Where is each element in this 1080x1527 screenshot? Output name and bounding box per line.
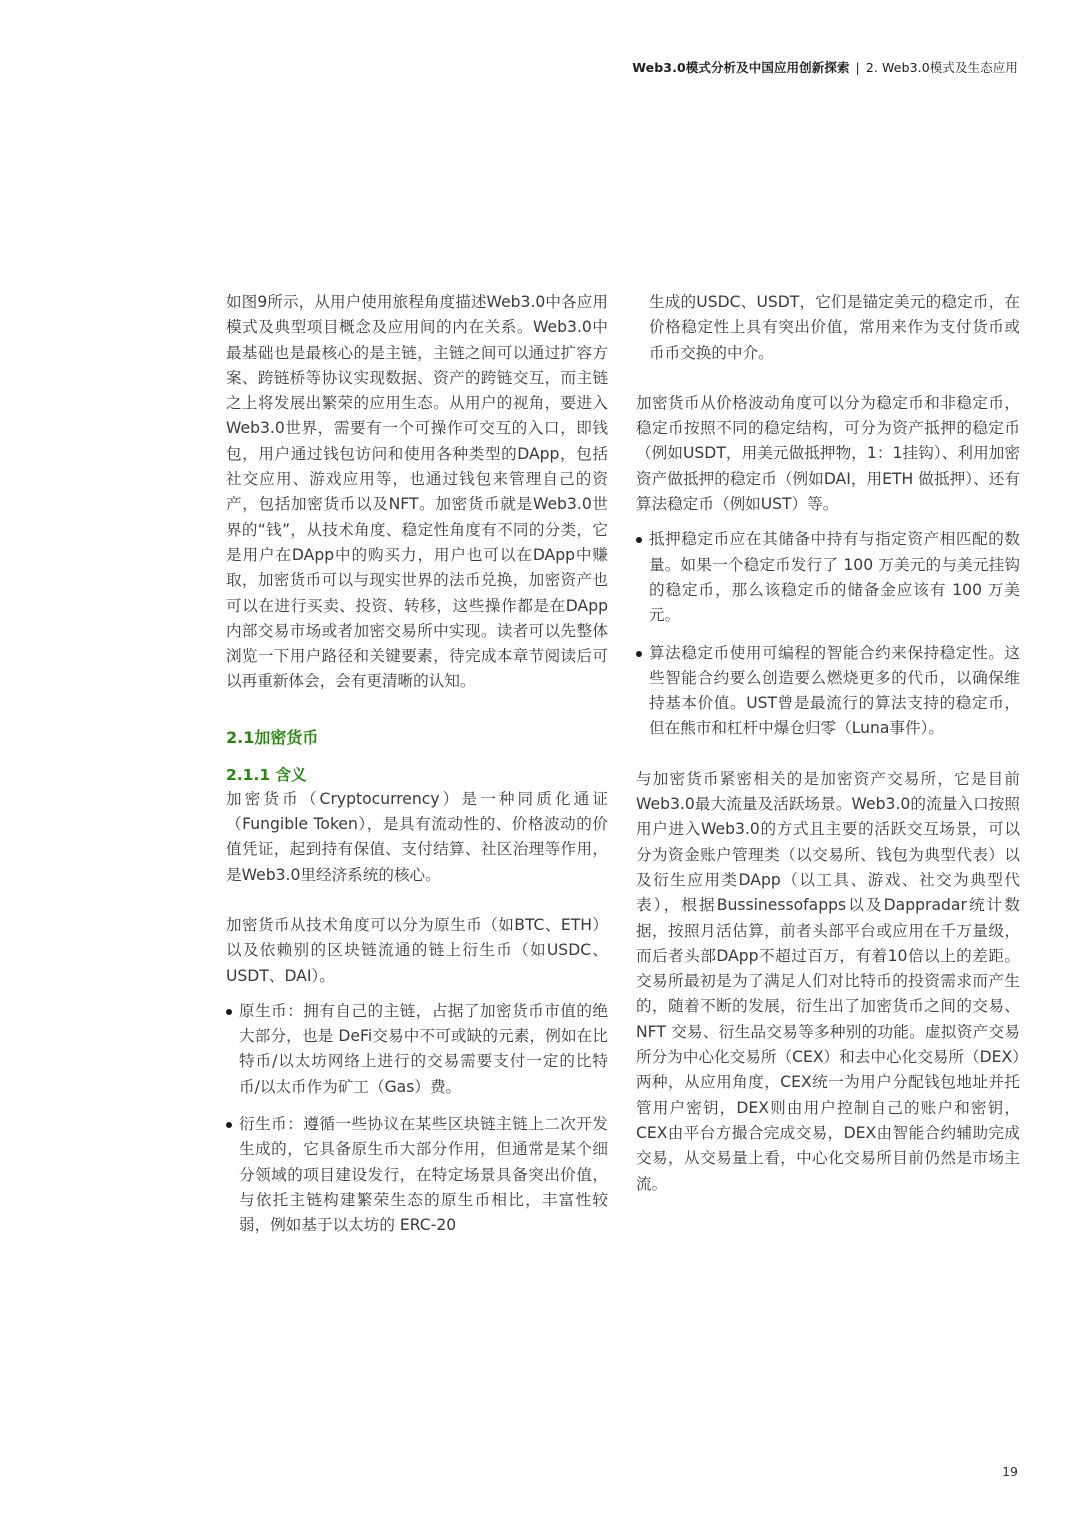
list-item <box>636 527 1020 628</box>
list-item <box>226 1112 608 1238</box>
list-item <box>226 999 608 1100</box>
section-title: 2. Web3.0模式及生态应用 <box>865 60 1018 75</box>
list-item <box>636 641 1020 742</box>
definition-paragraph: 加密货币（Cryptocurrency）是一种同质化通证（Fungible Token），是具有流动性的、价格波动的价值凭证，起到持有保值、支付结算、社区治理等作用，是Web3.0里经济系统的核心。 <box>226 789 608 884</box>
bullet-list <box>226 999 608 1239</box>
intro-paragraph: 如图9所示，从用户使用旅程角度描述Web3.0中各应用模式及典型项目概念及应用间的内在关系。Web3.0中最基础也是最核心的是主链，主链之间可以通过扩容方案、跨链桥等协议实现数据、资产的跨链交互，而主链之上将发展出繁荣的应用生态。从用户的视角，要进入Web3.0世界，需要有一个可操作可交互的入口，即钱包，用户通过钱包访问和使用各种类型的DApp，包括社交应用、游戏应用等，也通过钱包来管理自己的资产，包括加密货币以及NFT。加密货币就是Web3.0世界的“钱”，从技术角度、稳定性角度有不同的分类，它是用户在DApp中的购买力，用户也可以在DApp中赚取，加密货币可以与现实世界的法币兑换，加密资产也可以在进行买卖、投资、转移，这些操作都是在DApp内部交易市场或者加密交易所中实现。读者可以先整体浏览一下用户路径和关键要素，待完成本章节阅读后可以再重新体会，会有更清晰的认知。 <box>226 293 608 691</box>
price-classification-paragraph: 加密货币从价格波动角度可以分为稳定币和非稳定币，稳定币按照不同的稳定结构，可分为资产抵押的稳定币（例如USDT，用美元做抵押物，1：1挂钩）、利用加密资产做抵押的稳定币（例如DAI，用ETH 做抵押）、还有算法稳定币（例如UST）等。 <box>636 393 1020 514</box>
header-separator: | <box>855 60 860 75</box>
bullet-icon <box>226 1009 232 1015</box>
subsection-heading: 2.1.1 含义 <box>226 765 307 784</box>
bullet-text: 抵押稳定币应在其储备中持有与指定资产相匹配的数量。如果一个稳定币发行了 100 万美元的与美元挂钩的稳定币，那么该稳定币的储备金应该有 100 万美元。 <box>649 530 1020 625</box>
bullet-text: 算法稳定币使用可编程的智能合约来保持稳定性。这些智能合约要么创造要么燃烧更多的代币，以确保维持基本价值。UST曾是最流行的算法支持的稳定币，但在熊市和杠杆中爆仓归零（Luna事件）。 <box>649 643 1020 738</box>
exchange-paragraph: 与加密货币紧密相关的是加密资产交易所，它是目前Web3.0最大流量及活跃场景。Web3.0的流量入口按照用户进入Web3.0的方式且主要的活跃交互场景，可以分为资金账户管理类（以交易所、钱包为典型代表）以及衍生应用类DApp（以工具、游戏、社交为典型代表），根据Bussinessofapps以及Dappradar统计数据，按照月活估算，前者头部平台或应用在千万量级，而后者头部DApp不超过百万，有着10倍以上的差距。交易所最初是为了满足人们对比特币的投资需求而产生的，随着不断的发展，衍生出了加密货币之间的交易、NFT 交易、衍生品交易等多种别的功能。虚拟资产交易所分为中心化交易所（CEX）和去中心化交易所（DEX）两种，从应用角度，CEX统一为用户分配钱包地址并托管用户密钥，DEX则由用户控制自己的账户和密钥，CEX由平台方撮合完成交易，DEX由智能合约辅助完成交易，从交易量上看，中心化交易所目前仍然是市场主流。 <box>636 769 1020 1193</box>
bullet-icon <box>226 1122 232 1128</box>
continuation-paragraph: 生成的USDC、USDT，它们是锚定美元的稳定币，在价格稳定性上具有突出价值，常用来作为支付货币或币币交换的中介。 <box>649 293 1020 362</box>
bullet-text: 衍生币：遵循一些协议在某些区块链主链上二次开发生成的，它具备原生币大部分作用，但通常是某个细分领域的项目建设发行，在特定场景具备突出价值，与依托主链构建繁荣生态的原生币相比，丰富性较弱，例如基于以太坊的 ERC-20 <box>239 1115 608 1235</box>
tech-classification-paragraph: 加密货币从技术角度可以分为原生币（如BTC、ETH）以及依赖别的区块链流通的链上衍生币（如USDC、USDT、DAI）。 <box>226 915 608 985</box>
report-title: Web3.0模式分析及中国应用创新探索 <box>632 60 850 75</box>
bullet-text: 原生币：拥有自己的主链，占据了加密货币市值的绝大部分，也是 DeFi交易中不可或缺的元素，例如在比特币/以太坊网络上进行的交易需要支付一定的比特币/以太币作为矿工（Gas）费。 <box>239 1001 608 1096</box>
page-number: 19 <box>1002 1464 1018 1479</box>
right-column <box>636 290 1020 1197</box>
bullet-list <box>636 527 1020 741</box>
bullet-icon <box>636 651 642 657</box>
left-column <box>226 290 608 1239</box>
running-header <box>632 58 1018 76</box>
section-heading: 2.1加密货币 <box>226 727 319 747</box>
bullet-icon <box>636 537 642 543</box>
